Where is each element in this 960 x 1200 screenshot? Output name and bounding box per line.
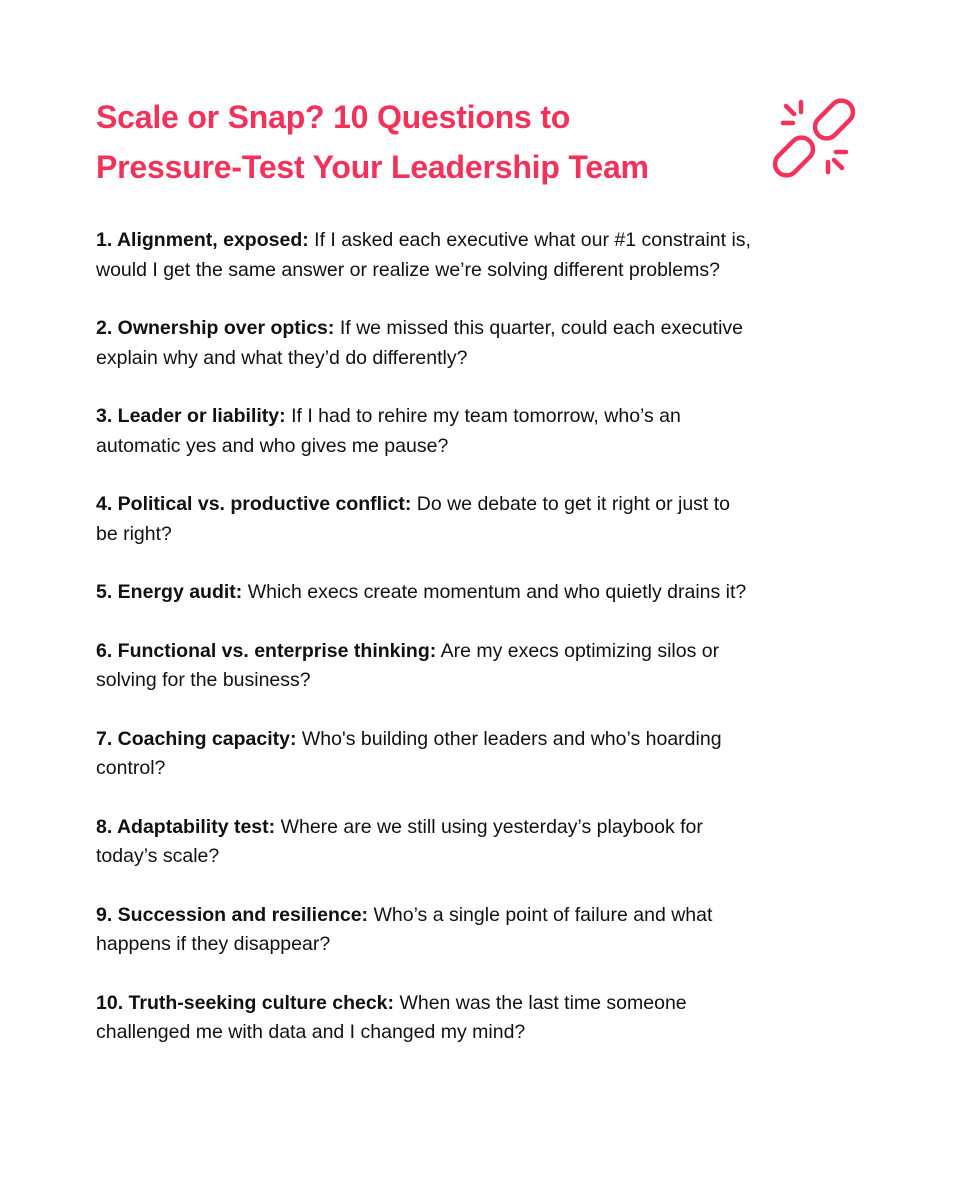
question-text: If I asked each executive what our #1 constraint is, would I get the same answer or realize we’re solving different problems? <box>96 229 751 281</box>
page-title <box>96 92 756 192</box>
question-lead: 7. Coaching capacity: <box>96 727 297 750</box>
question-lead: 2. Ownership over optics: <box>96 317 335 339</box>
question-item <box>96 578 756 608</box>
question-text: If we missed this quarter, could each executive explain why and what they’d do differently? <box>96 317 744 369</box>
question-lead: 1. Alignment, exposed: <box>96 229 309 251</box>
question-lead: 6. Functional vs. enterprise thinking: <box>96 639 437 662</box>
question-lead: 9. Succession and resilience: <box>96 903 369 926</box>
question-text: Where are we still using yesterday’s playbook for today’s scale? <box>96 815 703 867</box>
question-item <box>96 314 756 373</box>
questions-list <box>96 226 756 1077</box>
title-line-2: Pressure-Test Your Leadership Team <box>96 149 649 185</box>
question-text: Do we debate to get it right or just to be right? <box>96 493 731 545</box>
question-lead: 8. Adaptability test: <box>96 815 276 838</box>
question-item <box>96 725 756 784</box>
question-item <box>96 813 756 872</box>
question-lead: 5. Energy audit: <box>96 581 243 603</box>
question-lead: 4. Political vs. productive conflict: <box>96 493 412 515</box>
question-text: Who’s a single point of failure and what happens if they disappear? <box>96 903 713 955</box>
question-item <box>96 490 756 549</box>
question-item <box>96 989 756 1048</box>
question-text: When was the last time someone challenged me with data and I changed my mind? <box>96 991 687 1043</box>
question-item <box>96 901 756 960</box>
question-item <box>96 402 756 461</box>
title-line-1: Scale or Snap? 10 Questions to <box>96 99 571 135</box>
question-text: Which execs create momentum and who quietly drains it? <box>247 581 747 603</box>
broken-link-icon <box>770 94 866 190</box>
question-lead: 3. Leader or liability: <box>96 405 286 427</box>
question-text: Who's building other leaders and who’s hoarding control? <box>96 727 722 779</box>
question-item <box>96 637 756 696</box>
question-text: Are my execs optimizing silos or solving for the business? <box>96 639 720 691</box>
question-item <box>96 226 756 285</box>
question-lead: 10. Truth-seeking culture check: <box>96 991 395 1014</box>
question-text: If I had to rehire my team tomorrow, who’s an automatic yes and who gives me pause? <box>96 405 681 457</box>
